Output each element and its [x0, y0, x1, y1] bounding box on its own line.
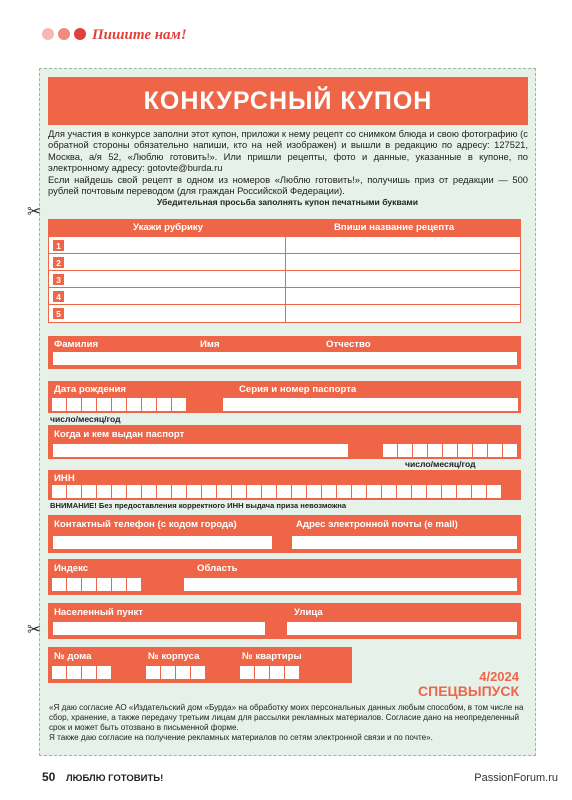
street-label: Улица [294, 607, 323, 618]
dot-light [42, 28, 54, 40]
row-number: 1 [53, 240, 64, 251]
header-dots [42, 28, 86, 40]
consent-text: «Я даю согласие АО «Издательский дом «Бурда» на обработку моих персональных данных любым способом, в том числе на сбор, хранение, а также передачу третьим лицам для рассылки рекламных материалов. Согласие дано на неопределенный срок и может быть отозвано в письменной форме. Я также даю согласие на получение рекламных материалов по сетям электронной связи и по почте». [49, 703, 524, 742]
issue-date-cells[interactable] [383, 443, 518, 458]
rubric-input-1[interactable] [66, 237, 284, 252]
region-label: Область [197, 563, 238, 574]
magazine-title: ЛЮБЛЮ ГОТОВИТЬ! [66, 773, 164, 784]
building-cells[interactable] [146, 665, 206, 680]
scissors-icon: ✂ [27, 202, 42, 221]
page-number: 50 [42, 770, 56, 784]
name-label: Имя [200, 339, 220, 350]
section-title: Пишите нам! [92, 27, 187, 43]
patronymic-label: Отчество [326, 339, 371, 350]
house-label: № дома [54, 651, 92, 662]
birth-date-label: Дата рождения [54, 384, 126, 395]
row-number: 2 [53, 257, 64, 268]
recipe-table-divider [285, 236, 286, 323]
index-label: Индекс [54, 563, 89, 574]
row-number: 5 [53, 308, 64, 319]
row-number: 4 [53, 291, 64, 302]
issued-input[interactable] [52, 443, 349, 458]
recipe-input-1[interactable] [287, 237, 520, 252]
inn-warning: ВНИМАНИЕ! Без предоставления корректного ИНН выдача приза невозможна [50, 501, 347, 510]
row-line [48, 287, 521, 288]
row-line [48, 253, 521, 254]
issue-date-hint: число/месяц/год [405, 459, 476, 469]
coupon-intro: Для участия в конкурсе заполни этот купон, приложи к нему рецепт со снимком блюда и свою фотографию (с обратной стороны обязательно напиши, кто на ней изображен) и вышли в редакцию по адресу: 127521, Москва, а/я 52, «Люблю готовить!». Или пришли рецепты, фото и данные, указанные в купоне, по электронному адресу: gotovte@burda.ru Если найдешь свой рецепт в одном из номеров «Люблю готовить!», получишь приз от редакции — 500 рублей почтовым переводом (для граждан Российской Федерации). [48, 128, 528, 197]
city-input[interactable] [52, 621, 266, 636]
name-input[interactable] [52, 351, 518, 366]
rubric-col-header: Укажи рубрику [133, 222, 203, 233]
region-input[interactable] [183, 577, 518, 592]
email-input[interactable] [291, 535, 518, 550]
email-label: Адрес электронной почты (e mail) [296, 519, 458, 530]
apartment-cells[interactable] [240, 665, 300, 680]
dot-mid [58, 28, 70, 40]
scissors-icon: ✂ [27, 620, 42, 639]
print-note: Убедительная просьба заполнять купон печатными буквами [156, 197, 419, 207]
house-cells[interactable] [52, 665, 112, 680]
recipe-name-col-header: Впиши название рецепта [334, 222, 455, 233]
phone-input[interactable] [52, 535, 273, 550]
inn-cells[interactable] [52, 484, 502, 499]
building-label: № корпуса [148, 651, 200, 662]
street-input[interactable] [286, 621, 518, 636]
passport-label: Серия и номер паспорта [239, 384, 357, 395]
row-line [48, 270, 521, 271]
row-line [48, 304, 521, 305]
contest-coupon [39, 68, 536, 756]
inn-label: ИНН [54, 473, 75, 484]
apartment-label: № квартиры [242, 651, 302, 662]
passport-input[interactable] [222, 397, 519, 412]
row-number: 3 [53, 274, 64, 285]
surname-label: Фамилия [54, 339, 99, 350]
birth-date-cells[interactable] [52, 397, 187, 412]
city-label: Населенный пункт [54, 607, 144, 618]
issued-label: Когда и кем выдан паспорт [54, 429, 185, 440]
issue-number: 4/2024 [479, 669, 519, 684]
dot-dark [74, 28, 86, 40]
phone-label: Контактный телефон (с кодом города) [54, 519, 237, 530]
issue-special: СПЕЦВЫПУСК [418, 683, 519, 699]
index-cells[interactable] [52, 577, 142, 592]
site-watermark: PassionForum.ru [474, 772, 558, 784]
coupon-title: КОНКУРСНЫЙ КУПОН [48, 77, 528, 125]
birth-date-hint: число/месяц/год [50, 414, 121, 424]
